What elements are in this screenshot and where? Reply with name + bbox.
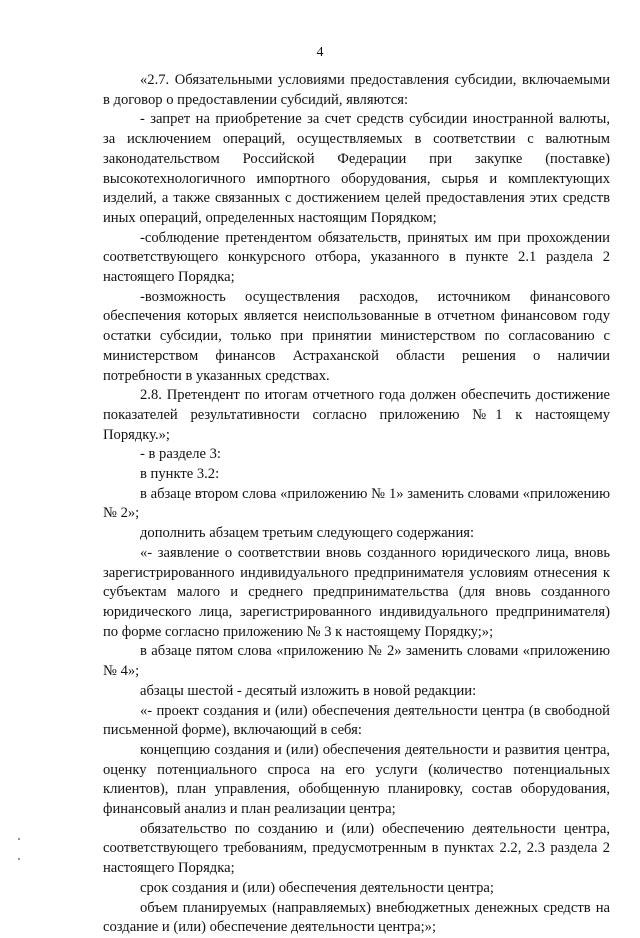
page-number: 4 bbox=[316, 45, 324, 60]
paragraph-term: срок создания и (или) обеспечения деятельности центра; bbox=[140, 879, 494, 896]
paragraph-statement: «- заявление о соответствии вновь созданного юридического лица, вновь зарегистрированного индивидуального предпринимателя условиям отнесения к субъектам малого и среднего предпринимательства (для вновь созданного юридического лица, зарегистрированного индивидуального предпринимателя) по форме согласно приложению № 3 к настоящему Порядку;»; bbox=[103, 544, 610, 640]
paragraph-clause-3-2: в пункте 3.2: bbox=[140, 466, 220, 483]
paragraph-volume: объем планируемых (направляемых) внебюджетных денежных средств на создание и (или) обеспечение деятельности центра;»; bbox=[103, 899, 610, 936]
paragraph-unused-balances: -возможность осуществления расходов, источником финансового обеспечения которых является неиспользованные в отчетном финансовом году остатки субсидии, только при принятии министерством по согласованию с министерством финансов Астраханской области решения о наличии потребности в указанных средствах. bbox=[103, 288, 610, 384]
paragraph-obligations: -соблюдение претендентом обязательств, принятых им при прохождении соответствующего конкурсного отбора, указанного в пункте 2.1 раздела 2 настоящего Порядка; bbox=[103, 229, 610, 286]
paragraph-commitment: обязательство по созданию и (или) обеспечению деятельности центра, соответствующего требованиям, предусмотренным в пунктах 2.2, 2.3 раздела 2 настоящего Порядка; bbox=[103, 820, 610, 877]
document-body bbox=[103, 71, 610, 938]
scan-speck bbox=[18, 858, 20, 860]
paragraph-clause-2-7: «2.7. Обязательными условиями предоставления субсидии, включаемыми в договор о предоставлении субсидий, являются: bbox=[103, 72, 610, 108]
paragraph-second-abzac: в абзаце втором слова «приложению № 1» заменить словами «приложению № 2»; bbox=[103, 485, 610, 522]
paragraph-sixth-tenth: абзацы шестой - десятый изложить в новой редакции: bbox=[140, 682, 477, 699]
paragraph-concept: концепцию создания и (или) обеспечения деятельности и развития центра, оценку потенциального спроса на его услуги (количество потенциальных клиентов), план управления, обобщенную планировку, состав оборудования, финансовый анализ и план реализации центра; bbox=[103, 741, 610, 818]
paragraph-clause-2-8: 2.8. Претендент по итогам отчетного года должен обеспечить достижение показателей результативности согласно приложению №1 к настоящему Порядку.»; bbox=[103, 387, 610, 443]
paragraph-project: «- проект создания и (или) обеспечения деятельности центра (в свободной письменной форме), включающий в себя: bbox=[103, 702, 610, 739]
paragraph-section-3: - в разделе 3: bbox=[140, 446, 221, 463]
paragraph-add-third: дополнить абзацем третьим следующего содержания: bbox=[140, 525, 475, 542]
paragraph-fifth-abzac: в абзаце пятом слова «приложению № 2» заменить словами «приложению № 4»; bbox=[103, 643, 610, 680]
scan-speck bbox=[18, 838, 20, 840]
paragraph-currency-ban: - запрет на приобретение за счет средств субсидии иностранной валюты, за исключением операций, осуществляемых в соответствии с валютным законодательством Российской Федерации при закупке (поставке) высокотехнологичного импортного оборудования, сырья и комплектующих изделий, а также связанных с достижением целей предоставления этих средств иных операций, определенных настоящим Порядком; bbox=[103, 111, 610, 226]
